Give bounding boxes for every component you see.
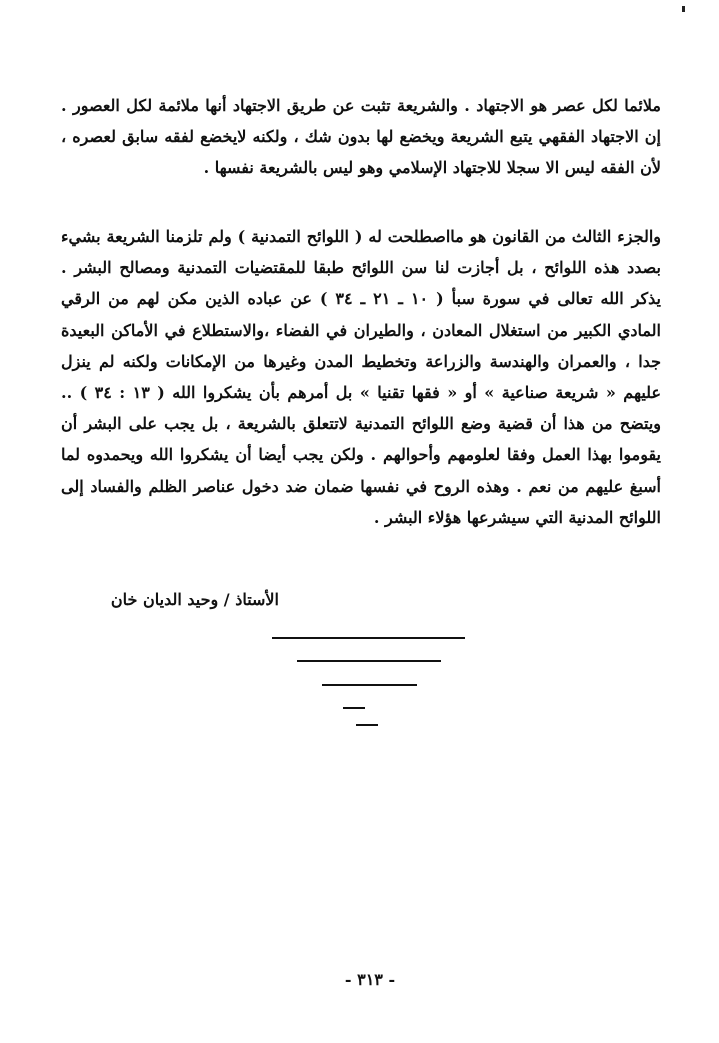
scan-mark — [682, 6, 685, 12]
separator-rule-1 — [272, 637, 465, 639]
separator-rule-4 — [343, 707, 365, 709]
separator-rule-5 — [356, 724, 378, 726]
separator-rule-2 — [297, 660, 441, 662]
paragraph-2: والجزء الثالث من القانون هو مااصطلحت له ( اللوائح التمدنية ) ولم تلزمنا الشريعة بشيء بصدد هذه اللوائح ، بل أجازت لنا سن اللوائح طبقا للمقتضيات التمدنية ومصالح البشر . يذكر الله تعالى في سورة سبأ ( ١٠ ـ ٢١ ـ ٣٤ ) عن عباده الذين مكن لهم من الرقي المادي الكبير من استغلال المعادن ، والطيران في الفضاء ،والاستطلاع في الأماكن البعيدة جدا ، والعمران والهندسة والزراعة وتخطيط المدن وغيرها من الإمكانات ولكنه لم ينزل عليهم « شريعة صناعية » أو « فقها تقنيا » بل أمرهم بأن يشكروا الله ( ١٣ : ٣٤ ) .. ويتضح من هذا أن قضية وضع اللوائح التمدنية لاتتعلق بالشريعة ، بل يجب على البشر أن يقوموا بهذا العمل وفقا لعلومهم وأحوالهم . ولكن يجب أيضا أن يشكروا الله ويحمدوه لما أسبغ عليهم من نعم . وهذه الروح في نفسها ضمان ضد دخول عناصر الظلم والفساد إلى اللوائح المدنية التي سيشرعها هؤلاء البشر . — [61, 227, 662, 527]
author-signature: الأستاذ / وحيد الديان خان — [110, 590, 279, 609]
page-number: - ٣١٣ - — [344, 970, 396, 989]
paragraph-1: ملائما لكل عصر هو الاجتهاد . والشريعة تثبت عن طريق الاجتهاد أنها ملائمة لكل العصور . إن الاجتهاد الفقهي يتبع الشريعة ويخضع لها بدون شك ، ولكنه لايخضع لفقه سابق لعصره ، لأن الفقه ليس الا سجلا للاجتهاد الإسلامي وهو ليس بالشريعة نفسها . — [61, 96, 661, 178]
separator-rule-3 — [322, 684, 417, 686]
